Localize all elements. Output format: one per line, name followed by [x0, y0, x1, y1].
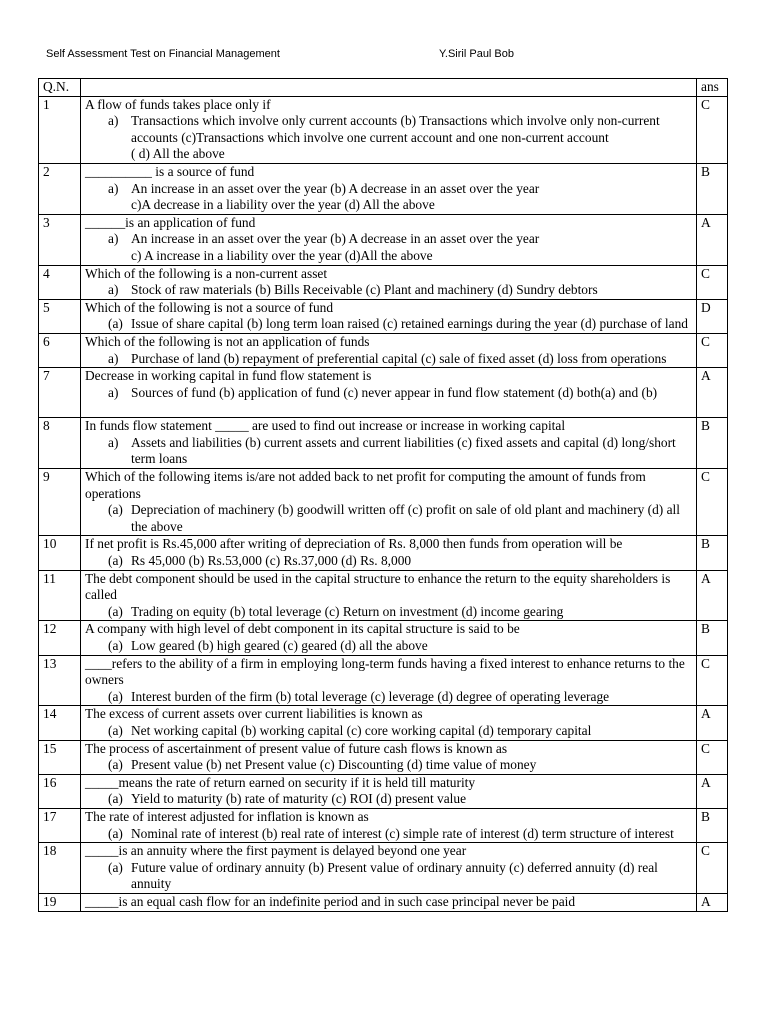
options-text: Present value (b) net Present value (c) Discounting (d) time value of money [131, 757, 537, 773]
document-title: Self Assessment Test on Financial Management [46, 48, 280, 60]
answer-cell: C [697, 843, 728, 894]
options-line [85, 826, 693, 843]
options-text: Issue of share capital (b) long term loan raised (c) retained earnings during the year (d) purchase of land [131, 316, 688, 332]
options-text: Sources of fund (b) application of fund (c) never appear in fund flow statement (d) both(a) and (b) [131, 384, 658, 400]
answer-cell: B [697, 536, 728, 570]
options-text: Purchase of land (b) repayment of preferential capital (c) sale of fixed asset (d) loss from operations [131, 350, 667, 366]
question-number: 12 [39, 621, 81, 655]
options-text: Nominal rate of interest (b) real rate of interest (c) simple rate of interest (d) term structure of interest [131, 825, 674, 841]
options-text: Yield to maturity (b) rate of maturity (c) ROI (d) present value [131, 791, 467, 807]
question-number: 14 [39, 706, 81, 740]
question-cell [81, 655, 697, 706]
question-row [39, 536, 728, 570]
question-cell [81, 621, 697, 655]
question-text: The excess of current assets over current liabilities is known as [85, 706, 423, 722]
option-label: a) [108, 231, 119, 247]
question-number: 3 [39, 214, 81, 265]
answer-cell: B [697, 808, 728, 842]
answer-cell: C [697, 655, 728, 706]
question-text: A company with high level of debt component in its capital structure is said to be [85, 621, 520, 637]
option-label: (a) [108, 603, 123, 619]
answer-cell: C [697, 740, 728, 774]
question-text: A flow of funds takes place only if [85, 96, 271, 112]
option-label: a) [108, 434, 119, 450]
question-row [39, 774, 728, 808]
answer-cell: A [697, 570, 728, 621]
question-text: ____refers to the ability of a firm in employing long-term funds having a fixed interest to enhance returns to the owners [85, 655, 685, 688]
question-row [39, 570, 728, 621]
answer-cell: B [697, 621, 728, 655]
question-text: Decrease in working capital in fund flow statement is [85, 368, 372, 384]
header-ans: ans [697, 79, 728, 97]
question-number: 19 [39, 893, 81, 911]
question-number: 15 [39, 740, 81, 774]
options-line [85, 791, 693, 808]
question-row [39, 368, 728, 418]
header-question [81, 79, 697, 97]
question-text: _____is an annuity where the first payment is delayed beyond one year [85, 843, 467, 859]
table-header-row [39, 79, 728, 97]
option-label: (a) [108, 791, 123, 807]
answer-cell: C [697, 265, 728, 299]
question-cell [81, 96, 697, 163]
question-text: Which of the following is not a source of fund [85, 299, 334, 315]
answer-cell: C [697, 469, 728, 536]
option-label: (a) [108, 553, 123, 569]
question-number: 5 [39, 299, 81, 333]
option-label: (a) [108, 859, 123, 875]
option-label: (a) [108, 316, 123, 332]
question-row [39, 265, 728, 299]
answer-cell: A [697, 368, 728, 418]
options-line [85, 351, 693, 368]
options-line [85, 604, 693, 621]
question-row [39, 469, 728, 536]
question-row [39, 299, 728, 333]
options-text: An increase in an asset over the year (b) A decrease in an asset over the year [131, 180, 540, 196]
question-text: The rate of interest adjusted for inflation is known as [85, 808, 369, 824]
options-continuation: c)A decrease in a liability over the year (d) All the above [131, 197, 435, 213]
question-row [39, 706, 728, 740]
options-line [85, 689, 693, 706]
answer-cell: B [697, 418, 728, 469]
answer-cell: B [697, 163, 728, 214]
option-label: (a) [108, 722, 123, 738]
options-line [85, 181, 693, 198]
options-text: Assets and liabilities (b) current assets and current liabilities (c) fixed assets and capital (d) long/short term loans [131, 434, 676, 467]
question-text: _____is an equal cash flow for an indefinite period and in such case principal never be paid [85, 893, 576, 909]
options-line [85, 435, 693, 468]
question-cell [81, 740, 697, 774]
options-line [85, 231, 693, 248]
question-number: 16 [39, 774, 81, 808]
option-label: (a) [108, 688, 123, 704]
question-text: Which of the following is a non-current asset [85, 265, 328, 281]
options-line [85, 723, 693, 740]
question-text: Which of the following items is/are not added back to net profit for computing the amount of funds from operations [85, 469, 646, 501]
question-cell [81, 333, 697, 367]
option-label: a) [108, 350, 119, 366]
question-number: 13 [39, 655, 81, 706]
answer-cell: A [697, 706, 728, 740]
question-text: If net profit is Rs.45,000 after writing of depreciation of Rs. 8,000 then funds from operation will be [85, 536, 623, 552]
answer-cell: A [697, 214, 728, 265]
question-number: 2 [39, 163, 81, 214]
question-text: ______is an application of fund [85, 214, 256, 230]
blank-line [85, 401, 693, 417]
options-line [85, 638, 693, 655]
options-line [85, 860, 693, 893]
question-row [39, 333, 728, 367]
question-row [39, 163, 728, 214]
question-cell [81, 299, 697, 333]
options-text: Stock of raw materials (b) Bills Receivable (c) Plant and machinery (d) Sundry debtors [131, 282, 598, 298]
options-text: Low geared (b) high geared (c) geared (d) all the above [131, 638, 428, 653]
options-text: Depreciation of machinery (b) goodwill written off (c) profit on sale of old plant and machinery (d) all the above [131, 502, 680, 534]
options-line [85, 113, 693, 146]
question-cell [81, 469, 697, 536]
question-number: 17 [39, 808, 81, 842]
option-label: (a) [108, 825, 123, 841]
question-cell [81, 214, 697, 265]
question-number: 10 [39, 536, 81, 570]
option-label: a) [108, 180, 119, 196]
answer-cell: A [697, 893, 728, 911]
option-label: (a) [108, 638, 123, 653]
question-row [39, 655, 728, 706]
options-line [85, 316, 693, 333]
question-number: 11 [39, 570, 81, 621]
question-cell [81, 808, 697, 842]
options-text: Interest burden of the firm (b) total leverage (c) leverage (d) degree of operating leverage [131, 688, 610, 704]
question-row [39, 418, 728, 469]
options-continuation: c) A increase in a liability over the year (d)All the above [131, 247, 433, 263]
question-row [39, 740, 728, 774]
question-number: 9 [39, 469, 81, 536]
options-continuation: ( d) All the above [131, 146, 225, 162]
options-line [85, 385, 693, 402]
question-text: The process of ascertainment of present value of future cash flows is known as [85, 740, 508, 756]
answer-cell: C [697, 333, 728, 367]
options-text: Rs 45,000 (b) Rs.53,000 (c) Rs.37,000 (d) Rs. 8,000 [131, 553, 412, 569]
question-row [39, 96, 728, 163]
options-text: Future value of ordinary annuity (b) Present value of ordinary annuity (c) deferred annuity (d) real annuity [131, 859, 658, 892]
question-number: 18 [39, 843, 81, 894]
options-text: Net working capital (b) working capital (c) core working capital (d) temporary capital [131, 722, 592, 738]
question-text: The debt component should be used in the capital structure to enhance the return to the equity shareholders is called [85, 570, 671, 603]
question-number: 6 [39, 333, 81, 367]
question-row [39, 843, 728, 894]
question-cell [81, 774, 697, 808]
header-qn: Q.N. [39, 79, 81, 97]
option-label: a) [108, 282, 119, 298]
question-cell [81, 418, 697, 469]
question-text: __________ is a source of fund [85, 163, 255, 179]
options-text: An increase in an asset over the year (b) A decrease in an asset over the year [131, 231, 540, 247]
question-cell [81, 536, 697, 570]
options-line [85, 553, 693, 570]
option-label: (a) [108, 757, 123, 773]
question-cell [81, 843, 697, 894]
answer-cell: C [697, 96, 728, 163]
question-text: _____means the rate of return earned on security if it is held till maturity [85, 774, 476, 790]
answer-cell: A [697, 774, 728, 808]
question-row [39, 214, 728, 265]
question-cell [81, 163, 697, 214]
options-text: Transactions which involve only current accounts (b) Transactions which involve only non-current accounts (c)Transactions which involve one current account and one non-current account [131, 113, 660, 145]
answer-cell: D [697, 299, 728, 333]
question-cell [81, 570, 697, 621]
question-row [39, 893, 728, 911]
option-label: a) [108, 113, 119, 129]
options-line [85, 502, 693, 535]
option-label: a) [108, 384, 119, 400]
question-text: In funds flow statement _____ are used to find out increase or increase in working capital [85, 418, 566, 434]
question-row [39, 621, 728, 655]
question-number: 1 [39, 96, 81, 163]
author-name: Y.Siril Paul Bob [439, 48, 515, 60]
question-number: 7 [39, 368, 81, 418]
question-number: 4 [39, 265, 81, 299]
options-text: Trading on equity (b) total leverage (c) Return on investment (d) income gearing [131, 603, 564, 619]
question-cell [81, 368, 697, 418]
question-row [39, 808, 728, 842]
question-number: 8 [39, 418, 81, 469]
question-cell [81, 893, 697, 911]
options-line [85, 282, 693, 299]
question-text: Which of the following is not an application of funds [85, 333, 370, 349]
question-cell [81, 706, 697, 740]
options-line [85, 757, 693, 774]
question-cell [81, 265, 697, 299]
option-label: (a) [108, 502, 123, 518]
question-table [38, 78, 728, 912]
